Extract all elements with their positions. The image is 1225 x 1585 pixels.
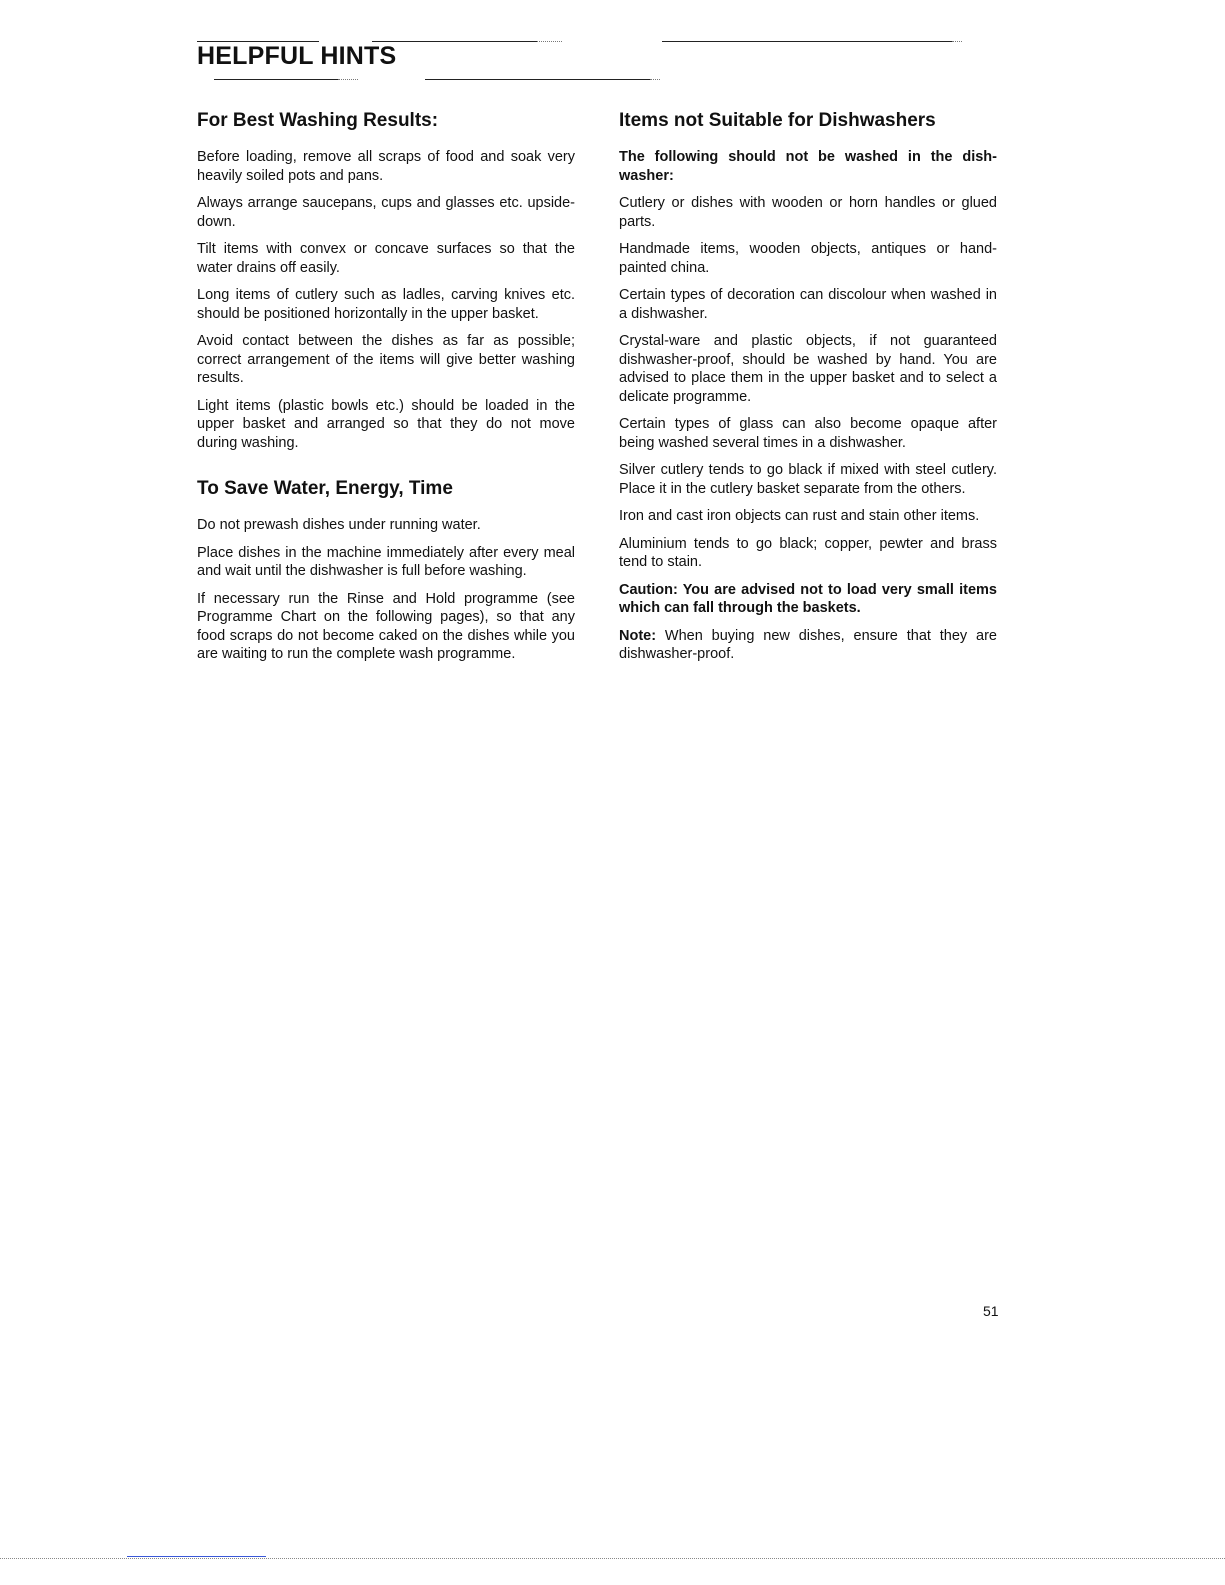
paragraph: Certain types of glass can also become opaque after being washed several times in a dishwasher. [619,416,997,451]
paragraph: Avoid contact between the dishes as far as possible; correct arrangement of the items will give better washing results. [197,333,575,386]
header-rule-bottom-mid [425,79,650,80]
paragraph: Cutlery or dishes with wooden or horn handles or glued parts. [619,195,997,230]
paragraph: Long items of cutlery such as ladles, carving knives etc. should be positioned horizontally in the upper basket. [197,287,575,322]
paragraph: Certain types of decoration can discolour when washed in a dishwasher. [619,287,997,322]
header-rule-top-right [662,41,952,42]
header-rule-top-mid [372,41,537,42]
footer-dotted-rule [0,1558,1225,1559]
page-title: HELPFUL HINTS [197,42,397,70]
paragraph: Tilt items with convex or concave surfaces so that the water drains off easily. [197,241,575,276]
paragraph: Crystal-ware and plastic objects, if not guaranteed dishwasher-proof, should be washed by hand. You are advised to place them in the upper basket and to select a delicate programme. [619,333,997,405]
paragraph: Handmade items, wooden objects, antiques or hand-painted china. [619,241,997,276]
note-paragraph [619,627,997,664]
intro-paragraph: The following should not be washed in the dish-washer: [619,149,997,184]
caution-paragraph: Caution: You are advised not to load very small items which can fall through the baskets. [619,581,997,616]
paragraph: Always arrange saucepans, cups and glasses etc. upside-down. [197,195,575,230]
paragraph: Silver cutlery tends to go black if mixed with steel cutlery. Place it in the cutlery basket separate from the others. [619,462,997,497]
paragraph: Iron and cast iron objects can rust and stain other items. [619,508,980,524]
header-rule-bottom-mid-dots [650,79,660,80]
page-number: 51 [983,1303,999,1319]
paragraph: Before loading, remove all scraps of food and soak very heavily soiled pots and pans. [197,149,575,184]
note-text: When buying new dishes, ensure that they are dishwasher-proof. [619,627,997,662]
section-heading-best-washing: For Best Washing Results: [197,110,439,131]
header-rule-top-right-dots [952,41,962,42]
section-heading-not-suitable: Items not Suitable for Dishwashers [619,110,936,131]
right-column [619,110,997,673]
paragraph: Aluminium tends to go black; copper, pewter and brass tend to stain. [619,535,997,570]
header-rule-bottom-left [214,79,338,80]
paragraph: Light items (plastic bowls etc.) should be loaded in the upper basket and arranged so that they do not move during washing. [197,397,575,451]
left-column [197,110,575,673]
section-heading-save-water: To Save Water, Energy, Time [197,478,453,499]
header-rule-bottom-dots [338,79,358,80]
paragraph: Do not prewash dishes under running water. [197,517,481,533]
paragraph: Place dishes in the machine immediately after every meal and wait until the dishwasher is full before washing. [197,544,575,579]
header-rule-top-dots [537,41,562,42]
note-label: Note: [619,627,657,644]
paragraph: If necessary run the Rinse and Hold programme (see Programme Chart on the following pages), so that any food scraps do not become caked on the dishes while you are waiting to run the complete wash programme. [197,590,575,662]
footer-link-underline [127,1556,266,1557]
